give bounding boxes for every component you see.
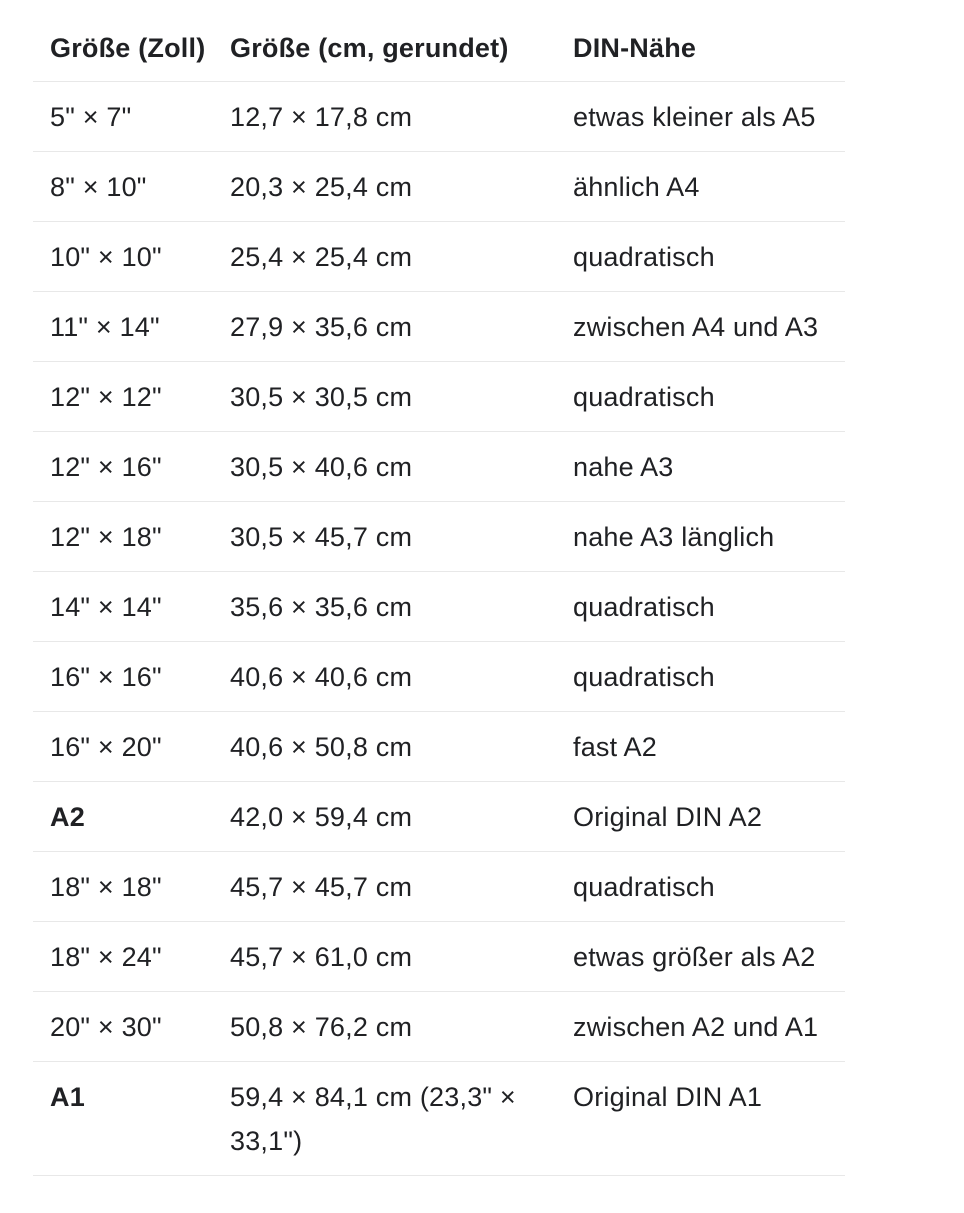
table-row [33,292,845,362]
cell-size-cm: 45,7 × 61,0 cm [230,942,413,972]
cell-size-cm: 12,7 × 17,8 cm [230,102,413,132]
column-header-size-cm: Größe (cm, gerundet) [230,33,509,63]
table-row [33,82,845,152]
cell-size-cm: 50,8 × 76,2 cm [230,1012,413,1042]
cell-size-inch: 5" × 7" [50,102,132,132]
cell-size-inch: 11" × 14" [50,312,160,342]
cell-size-cm: 59,4 × 84,1 cm (23,3" × 33,1") [230,1082,516,1156]
cell-size-inch: A2 [50,802,85,832]
table-body [33,82,845,1176]
cell-din-proximity: quadratisch [573,382,715,412]
column-header-din-proximity: DIN-Nähe [573,33,697,63]
table-row [33,642,845,712]
cell-size-cm: 30,5 × 40,6 cm [230,452,413,482]
table-row [33,922,845,992]
cell-din-proximity: Original DIN A2 [573,802,763,832]
cell-size-cm: 35,6 × 35,6 cm [230,592,413,622]
table-header-row [33,14,845,82]
cell-size-inch: 18" × 18" [50,872,162,902]
table-row [33,992,845,1062]
table-row [33,572,845,642]
cell-size-cm: 45,7 × 45,7 cm [230,872,413,902]
cell-size-cm: 30,5 × 45,7 cm [230,522,413,552]
cell-din-proximity: fast A2 [573,732,657,762]
cell-size-cm: 40,6 × 40,6 cm [230,662,413,692]
cell-size-inch: 12" × 16" [50,452,162,482]
cell-din-proximity: nahe A3 [573,452,674,482]
cell-din-proximity: quadratisch [573,662,715,692]
cell-size-inch: 16" × 20" [50,732,162,762]
table-row [33,222,845,292]
cell-size-cm: 42,0 × 59,4 cm [230,802,413,832]
cell-din-proximity: Original DIN A1 [573,1082,763,1112]
cell-size-inch: 16" × 16" [50,662,162,692]
cell-din-proximity: etwas größer als A2 [573,942,816,972]
cell-din-proximity: ähnlich A4 [573,172,700,202]
table-row [33,362,845,432]
cell-size-inch: 14" × 14" [50,592,162,622]
cell-size-inch: 20" × 30" [50,1012,162,1042]
column-header-size-inch: Größe (Zoll) [50,33,206,63]
cell-size-inch: 18" × 24" [50,942,162,972]
cell-din-proximity: zwischen A2 und A1 [573,1012,819,1042]
cell-din-proximity: quadratisch [573,592,715,622]
cell-size-inch: 10" × 10" [50,242,162,272]
table-row [33,712,845,782]
cell-size-cm: 20,3 × 25,4 cm [230,172,413,202]
table-row [33,782,845,852]
cell-size-inch: 8" × 10" [50,172,147,202]
table-row [33,852,845,922]
cell-size-cm: 30,5 × 30,5 cm [230,382,413,412]
table-row [33,502,845,572]
cell-din-proximity: quadratisch [573,242,715,272]
table-row [33,432,845,502]
table-row [33,1062,845,1176]
cell-size-cm: 27,9 × 35,6 cm [230,312,413,342]
cell-size-cm: 40,6 × 50,8 cm [230,732,413,762]
cell-size-inch: A1 [50,1082,85,1112]
cell-size-cm: 25,4 × 25,4 cm [230,242,413,272]
print-size-table [33,14,845,1176]
table-row [33,152,845,222]
cell-din-proximity: nahe A3 länglich [573,522,775,552]
cell-din-proximity: etwas kleiner als A5 [573,102,816,132]
cell-din-proximity: zwischen A4 und A3 [573,312,819,342]
cell-size-inch: 12" × 12" [50,382,162,412]
cell-size-inch: 12" × 18" [50,522,162,552]
cell-din-proximity: quadratisch [573,872,715,902]
